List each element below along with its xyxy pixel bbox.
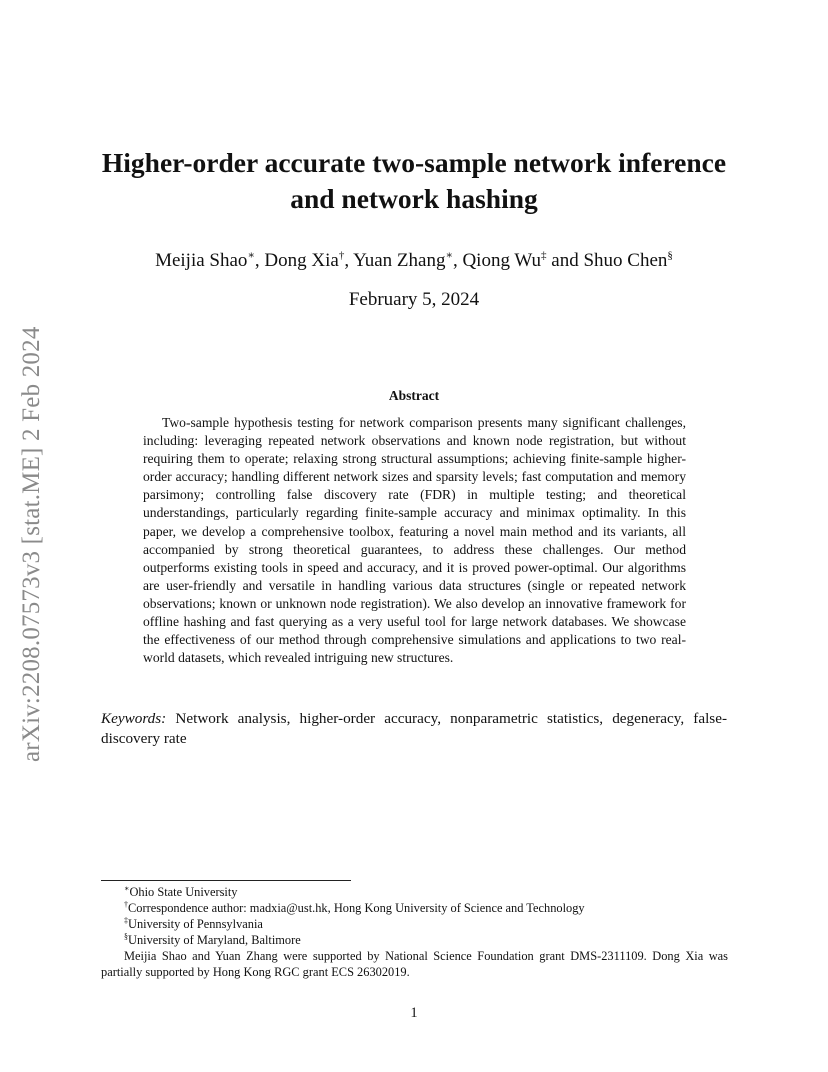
footnote-mark: ‡ [124,915,128,925]
author-affiliation-mark: ‡ [541,249,547,262]
keywords-line [101,709,727,749]
page-number: 1 [410,1005,418,1021]
abstract-heading: Abstract [388,388,440,403]
author-name: Qiong Wu [462,250,542,271]
footnote-affiliation [101,932,728,948]
footnotes [101,884,728,980]
author-affiliation-mark: ∗ [247,249,255,262]
author-separator: , [254,250,265,271]
author-separator: , [344,250,354,271]
footnote-text: Ohio State University [129,885,238,899]
footnote-mark: § [124,931,128,941]
author-name: Meijia Shao [155,250,248,271]
paper-title-line-2: and network hashing [290,183,538,214]
footnote-text: University of Pennsylvania [128,917,263,931]
paper-title [0,145,828,217]
footnote-mark: ∗ [124,883,130,893]
footnote-text: Correspondence author: madxia@ust.hk, Hong Kong University of Science and Technology [128,901,585,915]
paper-title-line-1: Higher-order accurate two-sample network inference [101,147,727,178]
author-name: Yuan Zhang [353,250,446,271]
author-affiliation-mark: § [667,249,673,262]
footnote-divider [101,880,351,881]
publication-date: February 5, 2024 [348,289,480,310]
footnote-affiliation [101,916,728,932]
author-list [0,248,828,274]
author-name: Shuo Chen [583,250,668,271]
funding-acknowledgement: Meijia Shao and Yuan Zhang were supported by National Science Foundation grant DMS-2311109. Dong Xia was partially supported by Hong Kong RGC grant ECS 26302019. [101,949,728,979]
author-name: Dong Xia [264,250,339,271]
author-affiliation-mark: ∗ [445,249,453,262]
footnote-mark: † [124,899,128,909]
abstract-body: Two-sample hypothesis testing for network comparison presents many significant challenges, including: leveraging repeated network observations and known node registration, but without requiring them to operate; relaxing strong structural assumptions; achieving finite-sample higher-order accuracy; handling different network sizes and sparsity levels; fast computation and memory parsimony; controlling false discovery rate (FDR) in multiple testing; and theoretical understandings, particularly regarding finite-sample accuracy and minimax optimality. In this paper, we develop a comprehensive toolbox, featuring a novel main method and its variants, all accompanied by strong theoretical guarantees, to address these challenges. Our method outperforms existing tools in speed and accuracy, and it is proved power-optimal. Our algorithms are user-friendly and versatile in handling various data structures (single or repeated network observations; known or unknown node registration). We also develop an innovative framework for offline hashing and fast querying as a very useful tool for large network databases. We showcase the effectiveness of our method through comprehensive simulations and applications to two real-world datasets, which revealed intriguing new structures. [143,415,686,666]
keywords-text: Network analysis, higher-order accuracy, nonparametric statistics, degeneracy, false-discovery rate [101,710,728,747]
footnote-affiliation [101,900,728,916]
author-affiliation-mark: † [338,249,345,262]
footnote-affiliation [101,884,728,900]
arxiv-identifier-stamp: arXiv:2208.07573v3 [stat.ME] 2 Feb 2024 [18,326,45,762]
keywords-label: Keywords: [101,710,167,727]
author-separator: , [452,250,463,271]
author-separator: and [546,250,584,271]
footnote-text: University of Maryland, Baltimore [128,933,301,947]
